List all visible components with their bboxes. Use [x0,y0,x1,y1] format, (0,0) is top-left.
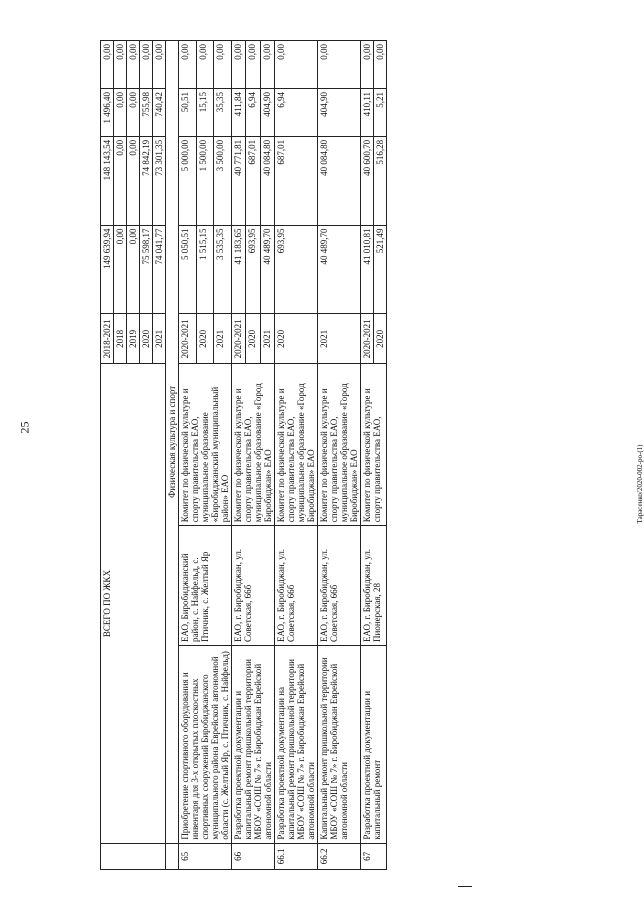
amount-cell: 404,90 [260,88,274,136]
amount-cell: 40 600,70 [361,136,374,225]
item-name: Капитальный ремонт пришкольной территории МБОУ «СОШ № 7» г. Биробиджан Еврейской автономной области [318,646,361,844]
document-stamp: Тарасенко/2020-002-ро-(1) [636,444,644,524]
bottom-mark [458,886,472,887]
period-cell: 2018-2021 [101,314,114,364]
period-cell: 2020 [275,314,318,364]
item-name: Разработка проектной документации и капитальный ремонт [361,646,387,844]
amount-cell: 1 500,00 [196,136,214,225]
period-cell: 2020 [196,314,214,364]
amount-cell: 0,00 [246,41,260,89]
amount-cell: 148 143,54 [101,136,114,225]
item-number: 66 [232,843,275,869]
amount-cell: 41 183,65 [232,225,246,314]
amount-cell: 0,00 [232,41,246,89]
item-row [179,41,197,870]
section-title: Физическая культура и спорт [166,41,179,844]
row-number-cell [101,843,166,869]
amount-cell: 410,11 [361,88,374,136]
amount-cell: 74 041,77 [153,225,166,314]
item-executor: Комитет по физической культуре и спорту правительства ЕАО, муниципальное образование «Город Биробиджан» ЕАО [275,364,318,526]
amount-cell: 0,00 [318,41,361,89]
item-number: 67 [361,843,387,869]
budget-table [100,40,387,870]
amount-cell: 687,01 [275,136,318,225]
period-cell: 2021 [214,314,232,364]
item-executor: Комитет по физической культуре и спорту правительства ЕАО, муниципальное образование «Биробиджанский муниципальный район» ЕАО [179,364,232,526]
amount-cell: 149 639,94 [101,225,114,314]
amount-cell: 0,00 [114,136,127,225]
amount-cell: 74 842,19 [140,136,153,225]
period-cell: 2020-2021 [232,314,246,364]
amount-cell: 5 050,51 [179,225,197,314]
amount-cell: 0,00 [260,41,274,89]
item-address: ЕАО, г. Биробиджан, ул. Пионерская, 28 [361,526,387,646]
amount-cell: 5 000,00 [179,136,197,225]
amount-cell: 5,21 [374,88,387,136]
item-address: ЕАО, г. Биробиджан, ул. Советская, 66б [318,526,361,646]
item-address: ЕАО, г. Биробиджан, ул. Советская, 66б [232,526,275,646]
amount-cell: 0,00 [275,41,318,89]
item-name: Разработка проектной документации и капитальный ремонт пришкольной территории МБОУ «СОШ № 7» г. Биробиджан Еврейской автономной области [232,646,275,844]
item-row [318,41,361,870]
item-executor: Комитет по физической культуре и спорту правительства ЕАО, муниципальное образование «Город Биробиджан» ЕАО [232,364,275,526]
amount-cell: 0,00 [214,41,232,89]
amount-cell: 3 535,35 [214,225,232,314]
amount-cell: 40 084,80 [260,136,274,225]
amount-cell: 41 010,81 [361,225,374,314]
period-cell: 2020 [140,314,153,364]
period-cell: 2020 [374,314,387,364]
amount-cell: 755,98 [140,88,153,136]
amount-cell: 0,00 [140,41,153,89]
amount-cell: 40 489,70 [260,225,274,314]
item-name: Разработка проектной документации на капитальный ремонт пришкольной территории МБОУ «СОШ № 7» г. Биробиджан Еврейской автономной области [275,646,318,844]
amount-cell: 6,94 [275,88,318,136]
amount-cell: 411,84 [232,88,246,136]
item-name: Приобретение спортивного оборудования и инвентаря для 3-х открытых плоскостных спортивных сооружений Биробиджанского муниципального района Еврейской автономной области (с. Желтый Яр, с. Птичник, с. Найфельд) [179,646,232,844]
document-sheet [100,40,570,870]
amount-cell: 0,00 [127,225,140,314]
period-cell: 2018 [114,314,127,364]
item-executor: Комитет по физической культуре и спорту правительства ЕАО, [361,364,387,526]
amount-cell: 0,00 [127,41,140,89]
amount-cell: 0,00 [179,41,197,89]
amount-cell: 516,28 [374,136,387,225]
amount-cell: 3 500,00 [214,136,232,225]
amount-cell: 521,49 [374,225,387,314]
amount-cell: 40 771,81 [232,136,246,225]
period-cell: 2020-2021 [361,314,374,364]
amount-cell: 740,42 [153,88,166,136]
section-spacer [166,843,179,869]
amount-cell: 15,15 [196,88,214,136]
amount-cell: 73 301,35 [153,136,166,225]
total-row [101,41,114,870]
item-number: 65 [179,843,232,869]
item-row [232,41,246,870]
amount-cell: 0,00 [114,88,127,136]
period-cell: 2020-2021 [179,314,197,364]
period-cell: 2021 [318,314,361,364]
amount-cell: 404,90 [318,88,361,136]
period-cell: 2021 [260,314,274,364]
item-address: ЕАО, Биробиджанский район, с. Найфельд, с. Птичник, с. Желтый Яр [179,526,232,646]
section-row [166,41,179,870]
amount-cell: 693,95 [246,225,260,314]
item-row [361,41,374,870]
item-number: 66.2 [318,843,361,869]
amount-cell: 1 496,40 [101,88,114,136]
amount-cell: 0,00 [114,41,127,89]
amount-cell: 1 515,15 [196,225,214,314]
amount-cell: 0,00 [153,41,166,89]
period-cell: 2021 [153,314,166,364]
item-address: ЕАО, г. Биробиджан, ул. Советская, 66б [275,526,318,646]
amount-cell: 75 598,17 [140,225,153,314]
amount-cell: 0,00 [196,41,214,89]
period-cell: 2019 [127,314,140,364]
period-cell: 2020 [246,314,260,364]
item-executor: Комитет по физической культуре и спорту правительства ЕАО, муниципальное образование «Город Биробиджан» ЕАО [318,364,361,526]
amount-cell: 35,35 [214,88,232,136]
amount-cell: 40 489,70 [318,225,361,314]
total-label: ВСЕГО ПО ЖКХ [101,364,166,843]
amount-cell: 0,00 [127,88,140,136]
amount-cell: 6,94 [246,88,260,136]
item-row [275,41,318,870]
amount-cell: 50,51 [179,88,197,136]
amount-cell: 0,00 [101,41,114,89]
amount-cell: 687,01 [246,136,260,225]
amount-cell: 693,95 [275,225,318,314]
item-number: 66.1 [275,843,318,869]
amount-cell: 0,00 [114,225,127,314]
amount-cell: 0,00 [374,41,387,89]
amount-cell: 40 084,80 [318,136,361,225]
amount-cell: 0,00 [361,41,374,89]
amount-cell: 0,00 [127,136,140,225]
page-number: 25 [17,421,32,434]
